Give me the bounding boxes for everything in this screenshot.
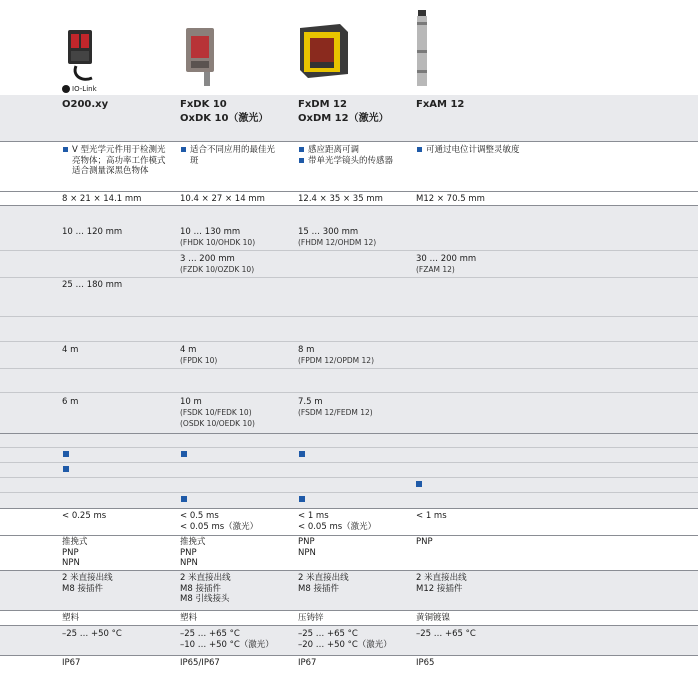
feature-item: 感应距离可调 带单光学镜头的传感器: [298, 145, 398, 166]
response-time: < 0.05 ms（激光）: [180, 522, 259, 532]
row-divider: [0, 492, 698, 493]
operating-temperature: –25 … +65 °C: [416, 629, 476, 639]
range-value: 10 … 120 mm: [62, 227, 123, 237]
row-divider: [0, 277, 698, 278]
row-divider: [0, 341, 698, 342]
range-value: 4 m: [180, 345, 197, 355]
range-value: 10 m: [180, 397, 202, 407]
connection-type: 2 米直接出线 M8 接插件: [298, 573, 349, 594]
range-note: (FHDK 10/OHDK 10): [180, 238, 256, 247]
availability-marker: [299, 451, 305, 457]
availability-marker: [299, 496, 305, 502]
dimension-value: 8 × 21 × 14.1 mm: [62, 194, 142, 204]
range-value: 7.5 m: [298, 397, 323, 407]
output-type: PNP NPN: [298, 537, 316, 558]
operating-temperature: –25 … +65 °C: [298, 629, 358, 639]
product-image-fxam12: [412, 10, 432, 88]
band-mount: [0, 433, 698, 508]
operating-temperature: –25 … +65 °C: [180, 629, 240, 639]
row-divider: [0, 205, 698, 206]
protection-class: IP67: [62, 658, 81, 668]
range-value: 4 m: [62, 345, 79, 355]
range-value: 8 m: [298, 345, 315, 355]
housing-material: 塑料: [62, 613, 80, 623]
product-name: O200.xy: [62, 99, 109, 110]
operating-temperature: –25 … +50 °C: [62, 629, 122, 639]
operating-temperature: –10 … +50 °C（激光）: [180, 640, 274, 650]
availability-marker: [181, 451, 187, 457]
response-time: < 1 ms: [416, 511, 447, 521]
housing-material: 塑料: [180, 613, 198, 623]
range-value: 6 m: [62, 397, 79, 407]
row-divider: [0, 316, 698, 317]
row-divider: [0, 141, 698, 142]
product-name: FxDK 10: [180, 99, 227, 110]
connection-type: 2 米直接出线 M8 接插件 M8 引线接头: [180, 573, 231, 604]
product-name: FxDM 12: [298, 99, 347, 110]
range-note: (FSDK 10/FEDK 10): [180, 408, 252, 417]
feature-item: 适合不同应用的最佳光斑: [180, 145, 278, 166]
row-divider: [0, 447, 698, 448]
range-note: (FZDK 10/OZDK 10): [180, 265, 255, 274]
protection-class: IP65/IP67: [180, 658, 220, 668]
io-link-logo-icon: [62, 85, 70, 93]
response-time: < 1 ms: [298, 511, 329, 521]
range-value: 3 … 200 mm: [180, 254, 235, 264]
row-divider: [0, 462, 698, 463]
product-image-o200: [62, 20, 122, 86]
range-value: 30 … 200 mm: [416, 254, 477, 264]
operating-temperature: –20 … +50 °C（激光）: [298, 640, 392, 650]
row-divider: [0, 392, 698, 393]
dimension-value: M12 × 70.5 mm: [416, 194, 485, 204]
availability-marker: [181, 496, 187, 502]
range-note: (FSDM 12/FEDM 12): [298, 408, 373, 417]
row-divider: [0, 535, 698, 536]
row-divider: [0, 477, 698, 478]
output-type: 推挽式 PNP NPN: [62, 537, 88, 568]
output-type: PNP: [416, 537, 433, 547]
range-note: (OSDK 10/OEDK 10): [180, 419, 255, 428]
range-note: (FPDM 12/OPDM 12): [298, 356, 374, 365]
row-divider: [0, 655, 698, 656]
availability-marker: [63, 466, 69, 472]
product-image-fxdk10: [182, 20, 232, 86]
dimension-value: 10.4 × 27 × 14 mm: [180, 194, 265, 204]
connection-type: 2 米直接出线 M12 接插件: [416, 573, 467, 594]
protection-class: IP65: [416, 658, 435, 668]
row-divider: [0, 368, 698, 369]
row-divider: [0, 508, 698, 509]
product-subname: OxDK 10（激光）: [180, 113, 269, 124]
range-note: (FHDM 12/OHDM 12): [298, 238, 377, 247]
row-divider: [0, 250, 698, 251]
feature-item: 可通过电位计调整灵敏度: [416, 145, 526, 156]
feature-item: V 型光学元件用于检测光亮物体；高功率工作模式适合测量深黑色物体: [62, 145, 172, 177]
response-time: < 0.05 ms（激光）: [298, 522, 377, 532]
io-link-label: IO-Link: [72, 85, 97, 93]
range-note: (FPDK 10): [180, 356, 218, 365]
range-value: 15 … 300 mm: [298, 227, 359, 237]
availability-marker: [416, 481, 422, 487]
product-image-fxdm12: [296, 18, 356, 84]
availability-marker: [63, 451, 69, 457]
protection-class: IP67: [298, 658, 317, 668]
product-name: FxAM 12: [416, 99, 465, 110]
row-divider: [0, 610, 698, 611]
row-divider: [0, 191, 698, 192]
dimension-value: 12.4 × 35 × 35 mm: [298, 194, 383, 204]
range-value: 10 … 130 mm: [180, 227, 241, 237]
row-divider: [0, 625, 698, 626]
response-time: < 0.5 ms: [180, 511, 219, 521]
connection-type: 2 米直接出线 M8 接插件: [62, 573, 113, 594]
product-subname: OxDM 12（激光）: [298, 113, 389, 124]
range-note: (FZAM 12): [416, 265, 455, 274]
housing-material: 压铸锌: [298, 613, 324, 623]
row-divider: [0, 433, 698, 434]
housing-material: 黄铜镀镍: [416, 613, 451, 623]
response-time: < 0.25 ms: [62, 511, 107, 521]
row-divider: [0, 570, 698, 571]
output-type: 推挽式 PNP NPN: [180, 537, 206, 568]
range-value: 25 … 180 mm: [62, 280, 123, 290]
